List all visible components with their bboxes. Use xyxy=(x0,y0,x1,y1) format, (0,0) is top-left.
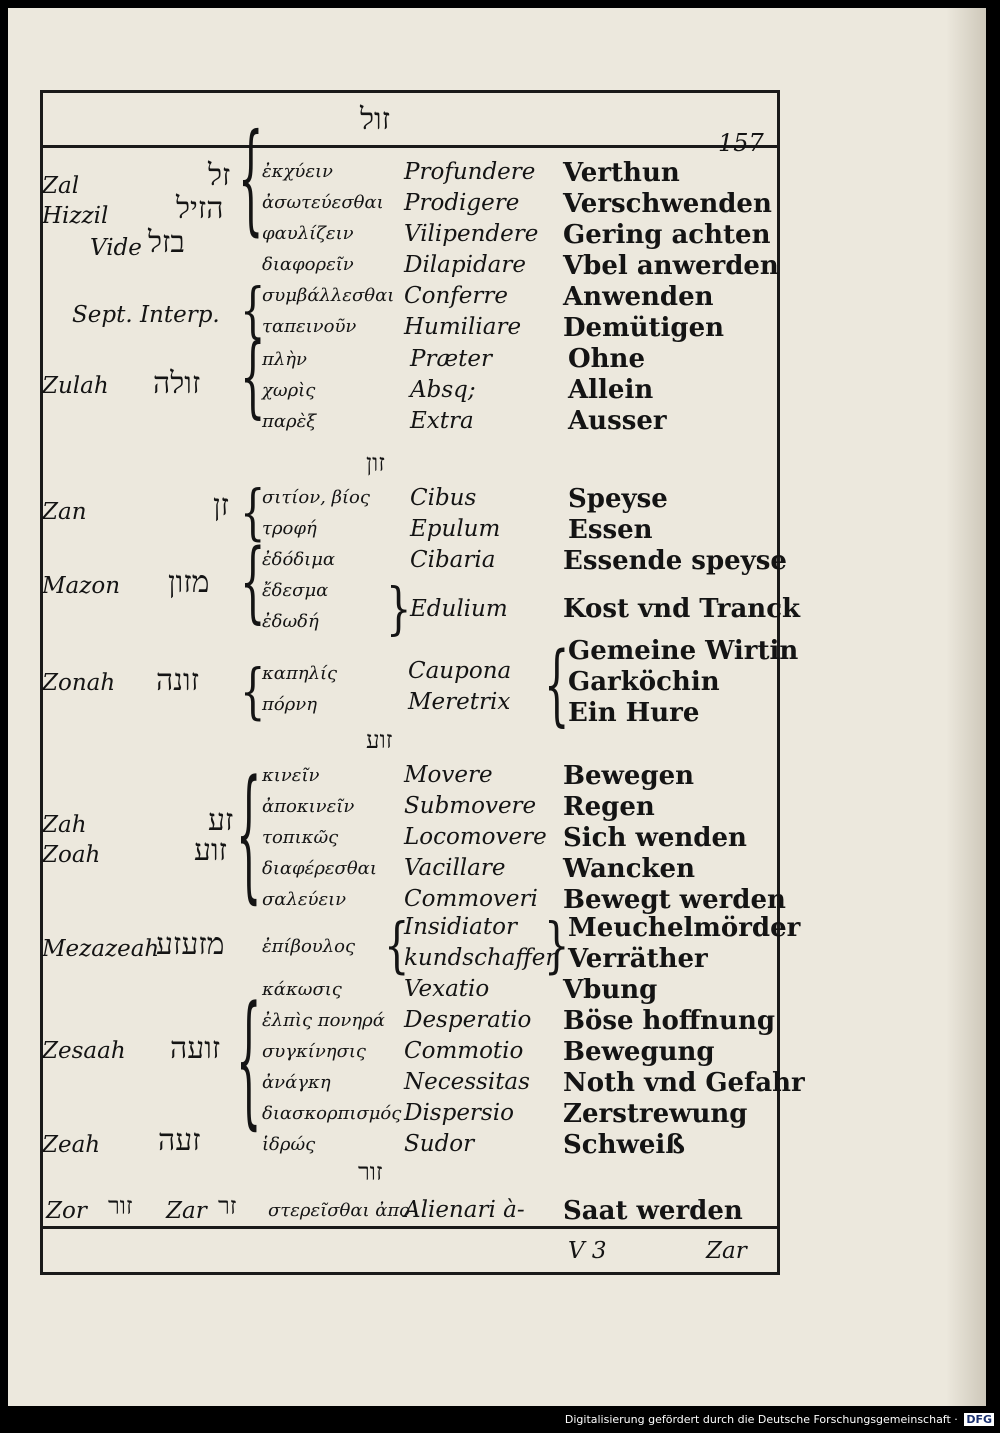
greek-zulah-1: πλὴν xyxy=(262,349,307,370)
latin-zor: Alienari à- xyxy=(404,1197,525,1223)
section-heading-zua: זוע xyxy=(366,726,393,754)
header-rule xyxy=(40,145,780,148)
german-zah-2: Regen xyxy=(563,792,655,822)
greek-zeah: ἱδρώς xyxy=(262,1134,316,1155)
hebrew-zal: זל xyxy=(208,158,231,193)
latin-mazon-1: Cibaria xyxy=(410,547,496,573)
latin-zesaah-5: Dispersio xyxy=(404,1100,514,1126)
latin-zulah-1: Præter xyxy=(410,346,492,372)
latin-zah-4: Vacillare xyxy=(404,855,506,881)
latin-zan-1: Cibus xyxy=(410,485,477,511)
hebrew-zesaah: זועה xyxy=(170,1031,221,1066)
german-mazon-1: Essende speyse xyxy=(563,546,787,576)
german-zulah-2: Allein xyxy=(568,375,654,405)
translit-zal: Zal xyxy=(42,173,80,199)
german-zulah-3: Ausser xyxy=(568,406,667,436)
german-zesaah-1: Vbung xyxy=(563,975,658,1005)
german-mezazeah-1: Meuchelmörder xyxy=(568,913,801,943)
hebrew-mazon: מזון xyxy=(168,565,210,600)
greek-zesaah-4: ἀνάγκη xyxy=(262,1072,331,1093)
german-mezazeah-2: Verräther xyxy=(568,944,708,974)
latin-mezazeah-1: Insidiator xyxy=(404,914,517,940)
greek-zulah-2: χωρὶς xyxy=(262,380,316,401)
greek-mazon-3: ἐδωδή xyxy=(262,611,319,632)
latin-sept-2: Humiliare xyxy=(404,314,522,340)
translit-zar: Zar xyxy=(166,1198,207,1224)
greek-sept-1: συμβάλλεσθαι xyxy=(262,285,395,306)
brace-zulah: { xyxy=(240,327,266,429)
latin-mazon-2: Edulium xyxy=(410,596,508,622)
greek-zulah-3: παρὲξ xyxy=(262,411,317,432)
brace-zonah-german: { xyxy=(544,635,570,737)
hebrew-zar: זר xyxy=(218,1192,237,1220)
german-zesaah-2: Böse hoffnung xyxy=(563,1006,776,1036)
brace-sept: { xyxy=(240,276,266,346)
latin-zan-2: Epulum xyxy=(410,516,501,542)
greek-zan-2: τροφή xyxy=(262,518,317,539)
german-zan-2: Essen xyxy=(568,515,653,545)
greek-zonah-1: καπηλίς xyxy=(262,663,338,684)
german-sept-2: Demütigen xyxy=(563,313,725,343)
brace-mazon: { xyxy=(240,532,266,634)
latin-zal-3: Vilipendere xyxy=(404,221,539,247)
brace-zan: { xyxy=(240,478,266,548)
translit-zesaah: Zesaah xyxy=(42,1038,126,1064)
german-zah-3: Sich wenden xyxy=(563,823,747,853)
translit-zan: Zan xyxy=(42,499,87,525)
latin-zonah-1: Caupona xyxy=(408,658,512,684)
hebrew-hizzil: הזיל xyxy=(176,191,224,226)
latin-sept-1: Conferre xyxy=(404,283,508,309)
brace-zonah: { xyxy=(240,657,266,727)
credit-text: Digitalisierung gefördert durch die Deutsche Forschungsgemeinschaft xyxy=(564,1413,951,1426)
german-zesaah-3: Bewegung xyxy=(563,1037,715,1067)
greek-zesaah-2: ἐλπὶς πονηρά xyxy=(262,1010,385,1031)
german-zeah: Schweiß xyxy=(563,1130,686,1160)
translit-zeah: Zeah xyxy=(42,1132,101,1158)
greek-zah-2: ἀποκινεῖν xyxy=(262,796,355,817)
latin-zal-2: Prodigere xyxy=(404,190,520,216)
translit-vide: Vide xyxy=(90,235,142,261)
translit-zoah: Zoah xyxy=(42,842,101,868)
latin-zeah: Sudor xyxy=(404,1131,475,1157)
latin-zah-2: Submovere xyxy=(404,793,537,819)
latin-zesaah-2: Desperatio xyxy=(404,1007,532,1033)
latin-zal-4: Dilapidare xyxy=(404,252,526,278)
greek-sept-2: ταπεινοῦν xyxy=(262,316,357,337)
greek-zah-1: κινεῖν xyxy=(262,765,320,786)
german-zal-4: Vbel anwerden xyxy=(563,251,779,281)
footer-rule xyxy=(40,1226,780,1229)
greek-zal-1: ἐκχύειν xyxy=(262,161,333,182)
greek-zor: στερεῖσθαι ἀπο- xyxy=(268,1200,417,1221)
german-zah-4: Wancken xyxy=(563,854,695,884)
digitization-credit: Digitalisierung gefördert durch die Deutsche Forschungsgemeinschaft · DFG xyxy=(564,1413,992,1426)
hebrew-vide: בזל xyxy=(148,225,185,260)
german-zal-3: Gering achten xyxy=(563,220,771,250)
translit-zor: Zor xyxy=(46,1198,87,1224)
dfg-logo: DFG xyxy=(966,1413,992,1426)
greek-zah-4: διαφέρεσθαι xyxy=(262,858,377,879)
german-zah-5: Bewegt werden xyxy=(563,885,786,915)
greek-zal-3: φαυλίζειν xyxy=(262,223,354,244)
greek-zah-5: σαλεύειν xyxy=(262,889,347,910)
running-head: זול xyxy=(360,102,391,137)
latin-zah-3: Locomovere xyxy=(404,824,547,850)
signature-mark: V 3 xyxy=(568,1238,607,1264)
translit-mezazeah: Mezazeah xyxy=(42,936,160,962)
translit-sept: Sept. Interp. xyxy=(72,302,220,328)
greek-zan-1: σιτίον, βίος xyxy=(262,487,370,508)
german-zonah-3: Ein Hure xyxy=(568,698,700,728)
hebrew-zeah: זעה xyxy=(158,1123,201,1158)
latin-zulah-2: Absq; xyxy=(410,377,476,403)
greek-zesaah-3: συγκίνησις xyxy=(262,1041,367,1062)
hebrew-zah: זע xyxy=(208,803,234,838)
greek-zonah-2: πόρνη xyxy=(262,694,317,715)
greek-zesaah-1: κάκωσις xyxy=(262,979,342,1000)
translit-zah: Zah xyxy=(42,812,87,838)
page-number: 157 xyxy=(718,129,764,157)
brace-mezazeah: { xyxy=(384,911,410,981)
latin-zesaah-1: Vexatio xyxy=(404,976,490,1002)
greek-zal-2: ἀσωτεύεσθαι xyxy=(262,192,384,213)
hebrew-zoah: זוע xyxy=(194,833,228,868)
german-zal-1: Verthun xyxy=(563,158,680,188)
greek-zah-3: τοπικῶς xyxy=(262,827,339,848)
translit-zonah: Zonah xyxy=(42,670,116,696)
german-zesaah-5: Zerstrewung xyxy=(563,1099,748,1129)
brace-edulium: } xyxy=(386,577,412,643)
german-sept-1: Anwenden xyxy=(563,282,714,312)
latin-zonah-2: Meretrix xyxy=(408,689,511,715)
latin-zesaah-3: Commotio xyxy=(404,1038,524,1064)
german-zan-1: Speyse xyxy=(568,484,668,514)
catchword: Zar xyxy=(706,1238,747,1264)
hebrew-zonah: זונה xyxy=(156,663,200,698)
section-heading-zur: זור xyxy=(358,1158,383,1186)
translit-hizzil: Hizzil xyxy=(42,203,109,229)
brace-zesaah: { xyxy=(236,979,262,1145)
german-zesaah-4: Noth vnd Gefahr xyxy=(563,1068,805,1098)
hebrew-zan: זן xyxy=(213,488,230,523)
greek-mezazeah: ἐπίβουλος xyxy=(262,936,356,957)
greek-zesaah-5: διασκορπισμός xyxy=(262,1103,402,1124)
brace-zal: { xyxy=(238,111,264,249)
brace-mezazeah-german: } xyxy=(544,911,570,981)
brace-zah: { xyxy=(236,753,262,919)
latin-zah-5: Commoveri xyxy=(404,886,538,912)
hebrew-zulah: זולה xyxy=(153,366,201,401)
book-page xyxy=(8,8,986,1406)
greek-zal-4: διαφορεῖν xyxy=(262,254,354,275)
latin-zesaah-4: Necessitas xyxy=(404,1069,530,1095)
hebrew-mezazeah: מזעזע xyxy=(156,927,225,962)
german-zal-2: Verschwenden xyxy=(563,189,772,219)
translit-zulah: Zulah xyxy=(42,373,109,399)
german-zor: Saat werden xyxy=(563,1196,743,1226)
hebrew-zor: זור xyxy=(108,1192,133,1220)
german-zah-1: Bewegen xyxy=(563,761,695,791)
section-heading-zun: זון xyxy=(366,449,385,477)
german-zonah-2: Garköchin xyxy=(568,667,720,697)
latin-zah-1: Movere xyxy=(404,762,493,788)
greek-mazon-1: ἐδόδιμα xyxy=(262,549,336,570)
german-zonah-1: Gemeine Wirtin xyxy=(568,636,799,666)
german-mazon-2: Kost vnd Tranck xyxy=(563,594,801,624)
latin-zulah-3: Extra xyxy=(410,408,474,434)
latin-mezazeah-2: kundschaffer xyxy=(404,945,557,971)
greek-mazon-2: ἔδεσμα xyxy=(262,580,329,601)
latin-zal-1: Profundere xyxy=(404,159,536,185)
german-zulah-1: Ohne xyxy=(568,344,645,374)
translit-mazon: Mazon xyxy=(42,573,121,599)
